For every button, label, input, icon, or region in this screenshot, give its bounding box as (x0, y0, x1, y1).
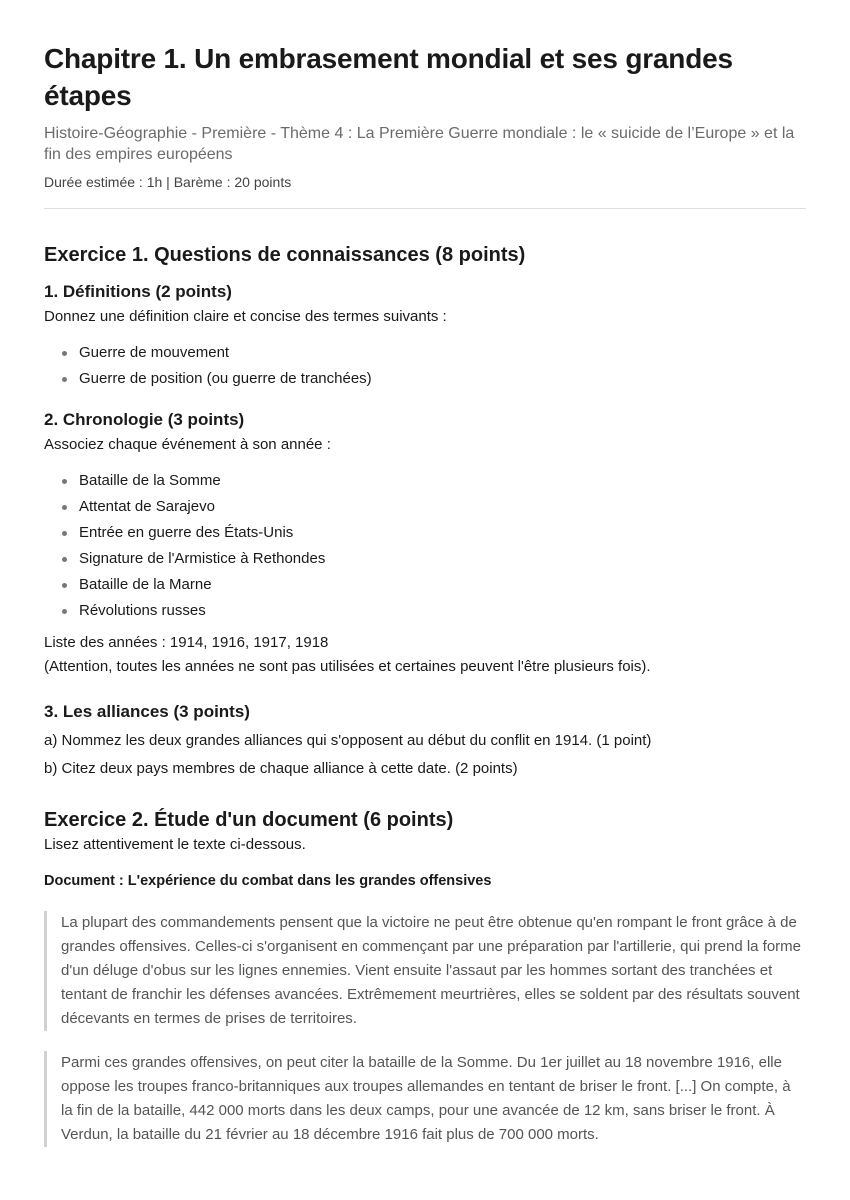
alliances-title: 3. Les alliances (3 points) (44, 702, 250, 721)
alliances-question-a: a) Nommez les deux grandes alliances qui s'opposent au début du conflit en 1914. (1 point) (44, 732, 652, 749)
chronology-instruction: Associez chaque événement à son année : (44, 436, 331, 453)
chronology-title: 2. Chronologie (3 points) (44, 410, 245, 429)
alliances-question-b: b) Citez deux pays membres de chaque alliance à cette date. (2 points) (44, 760, 518, 777)
chronology-section (44, 409, 806, 679)
definitions-instruction: Donnez une définition claire et concise des termes suivants : (44, 308, 447, 325)
chronology-note: (Attention, toutes les années ne sont pas utilisées et certaines peuvent l'être plusieurs fois). (44, 658, 651, 675)
page-subtitle: Histoire-Géographie - Première - Thème 4 : La Première Guerre mondiale : le « suicide de l’Europe » et la fin des empires européens (44, 125, 795, 163)
header-divider (44, 208, 806, 209)
list-item: Signature de l'Armistice à Rethondes (79, 549, 806, 569)
exercise-2-instruction: Lisez attentivement le texte ci-dessous. (44, 836, 306, 853)
definitions-title: 1. Définitions (2 points) (44, 282, 232, 301)
page-title: Chapitre 1. Un embrasement mondial et ses grandes étapes (44, 43, 733, 111)
exercise-1 (44, 242, 806, 783)
list-item: Bataille de la Somme (79, 471, 806, 491)
exercise-1-title: Exercice 1. Questions de connaissances (8 points) (44, 244, 526, 266)
list-item: Attentat de Sarajevo (79, 497, 806, 517)
document-paragraph-2: Parmi ces grandes offensives, on peut citer la bataille de la Somme. Du 1er juillet au 18 novembre 1916, elle oppose les troupes franco-britanniques aux troupes allemandes en tentant de briser le front. [...] On compte, à la fin de la bataille, 442 000 morts dans les deux camps, pour une avancée de 12 km, sans briser le front. À Verdun, la bataille du 21 février au 18 décembre 1916 fait plus de 700 000 morts. (44, 1051, 806, 1147)
exercise-2 (44, 807, 806, 1147)
definitions-list (44, 343, 806, 389)
list-item: Révolutions russes (79, 601, 806, 621)
list-item: Bataille de la Marne (79, 575, 806, 595)
list-item: Guerre de position (ou guerre de tranchées) (79, 369, 806, 389)
definitions-section (44, 281, 806, 389)
exam-meta: Durée estimée : 1h | Barème : 20 points (44, 174, 292, 190)
alliances-section (44, 701, 806, 783)
exercise-2-title: Exercice 2. Étude d'un document (6 points) (44, 809, 454, 831)
list-item: Entrée en guerre des États-Unis (79, 523, 806, 543)
document-paragraph-1: La plupart des commandements pensent que la victoire ne peut être obtenue qu'en rompant le front grâce à de grandes offensives. Celles-ci s'organisent en commençant par une préparation par l'artillerie, qui prend la forme d'un déluge d'obus sur les lignes ennemies. Vient ensuite l'assaut par les hommes sortant des tranchées et tentant de franchir les défenses avancées. Extrêmement meurtrières, elles se soldent par des résultats souvent décevants en termes de prises de territoires. (44, 911, 806, 1031)
list-item: Guerre de mouvement (79, 343, 806, 363)
years-list: Liste des années : 1914, 1916, 1917, 1918 (44, 634, 329, 651)
chronology-list (44, 471, 806, 621)
document-title: Document : L'expérience du combat dans les grandes offensives (44, 873, 492, 889)
